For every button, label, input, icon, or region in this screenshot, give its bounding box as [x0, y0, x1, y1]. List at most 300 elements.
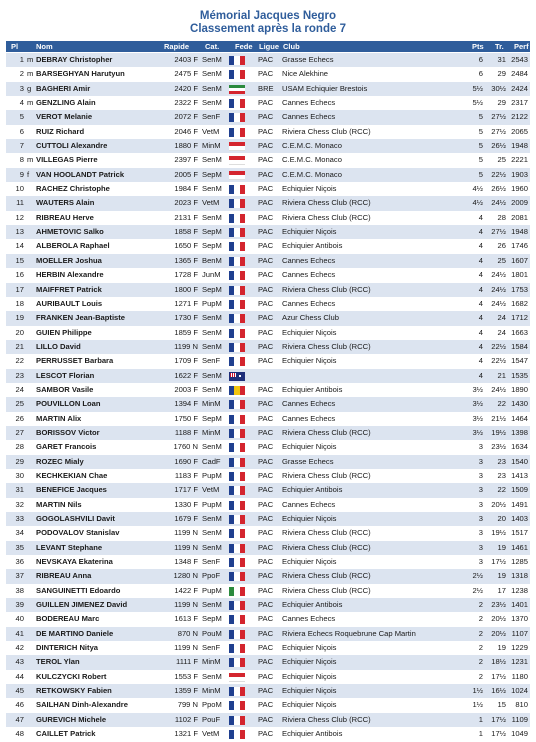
cell-player-name: KECHKEKIAN Chae: [36, 470, 108, 480]
cell-league: PAC: [258, 557, 274, 567]
cell-rating: 1760 N: [173, 442, 198, 452]
cell-category: SepM: [202, 227, 222, 237]
cell-player-name: ALBEROLA Raphael: [36, 241, 110, 251]
flag-fra-icon: [229, 343, 245, 352]
cell-club: Azur Chess Club: [282, 313, 339, 323]
cell-league: PAC: [258, 628, 274, 638]
cell-points: 4: [478, 327, 483, 337]
cell-category: PouF: [202, 714, 221, 724]
flag-fra-icon: [229, 472, 245, 481]
cell-points: 3: [478, 442, 483, 452]
cell-club: Cannes Echecs: [282, 270, 336, 280]
table-row: [6, 125, 530, 139]
cell-points: 3: [478, 499, 483, 509]
cell-player-name: ROZEC Mialy: [36, 456, 84, 466]
cell-rating: 1650 F: [174, 241, 198, 251]
cell-performance: 1231: [511, 657, 528, 667]
cell-tiebreak: 27½: [491, 126, 506, 136]
cell-category: SenF: [202, 112, 221, 122]
cell-category: SenM: [202, 384, 222, 394]
cell-tiebreak: 26: [497, 241, 506, 251]
header-pl: Pl: [11, 42, 19, 51]
cell-club: Cannes Echecs: [282, 399, 336, 409]
cell-rank: 23: [15, 370, 24, 380]
cell-performance: 1682: [511, 298, 528, 308]
cell-performance: 1712: [511, 313, 528, 323]
cell-player-name: AHMETOVIC Salko: [36, 227, 104, 237]
cell-player-name: MARTIN Nils: [36, 499, 82, 509]
header-cat: Cat.: [205, 42, 220, 51]
cell-club: Riviera Chess Club (RCC): [282, 571, 371, 581]
cell-club: USAM Echiquier Brestois: [282, 83, 368, 93]
cell-performance: 1024: [511, 686, 528, 696]
cell-tiebreak: 20: [497, 514, 506, 523]
table-row: [6, 383, 530, 397]
flag-mnc-icon: [229, 171, 245, 180]
cell-category: SepM: [202, 413, 222, 423]
cell-rating: 1750 F: [174, 413, 198, 423]
cell-rating: 1199 N: [174, 341, 198, 351]
cell-category: SenM: [202, 528, 222, 538]
cell-player-name: GARET Francois: [36, 442, 97, 452]
cell-league: PAC: [258, 341, 274, 351]
cell-player-name: SAILHAN Dinh-Alexandre: [36, 700, 128, 710]
cell-tiebreak: 24½: [491, 298, 506, 308]
cell-points: 3: [478, 485, 483, 495]
cell-tiebreak: 18½: [491, 657, 506, 667]
cell-rating: 1280 N: [173, 571, 198, 581]
cell-category: VetM: [202, 485, 220, 495]
cell-rating: 2005 F: [174, 169, 198, 179]
cell-points: 5: [478, 141, 483, 151]
cell-performance: 1464: [511, 413, 528, 423]
cell-player-title: m: [27, 98, 34, 108]
cell-club: Echiquier Niçois: [282, 227, 337, 237]
cell-club: Riviera Chess Club (RCC): [282, 212, 371, 222]
cell-tiebreak: 22½: [491, 356, 506, 366]
cell-rank: 3: [19, 83, 24, 93]
cell-club: Grasse Echecs: [282, 456, 334, 466]
cell-league: PAC: [258, 126, 274, 136]
cell-points: 3½: [472, 427, 483, 437]
cell-rank: 43: [15, 657, 24, 667]
cell-player-name: POUVILLON Loan: [36, 399, 101, 409]
flag-fra-icon: [229, 615, 245, 624]
cell-player-name: VAN HOOLANDT Patrick: [36, 169, 125, 179]
cell-category: SepM: [202, 284, 222, 294]
cell-points: 3: [478, 542, 483, 552]
flag-fra-icon: [229, 687, 245, 696]
cell-performance: 2081: [511, 212, 528, 222]
cell-rank: 30: [15, 470, 24, 480]
cell-league: PAC: [258, 499, 274, 509]
flag-fra-icon: [229, 271, 245, 280]
cell-player-name: AURIBAULT Louis: [36, 298, 103, 308]
cell-player-name: GUIEN Philippe: [36, 327, 92, 337]
cell-rank: 20: [15, 327, 24, 337]
cell-points: 6: [478, 69, 483, 79]
cell-category: SenM: [202, 327, 222, 337]
cell-player-name: GENZLING Alain: [36, 98, 96, 108]
cell-performance: 1461: [511, 542, 528, 552]
cell-player-name: MAIFFRET Patrick: [36, 284, 102, 294]
cell-player-name: NEVSKAYA Ekaterina: [36, 557, 113, 567]
cell-rank: 47: [15, 714, 24, 724]
table-row: [6, 541, 530, 555]
cell-player-name: HERBIN Alexandre: [36, 270, 104, 280]
cell-player-name: RIBREAU Herve: [36, 212, 94, 222]
cell-player-name: BODEREAU Marc: [36, 614, 100, 624]
table-row: [6, 225, 530, 239]
cell-league: PAC: [258, 198, 274, 208]
cell-player-title: m: [27, 69, 34, 79]
cell-rank: 18: [15, 298, 24, 308]
cell-league: PAC: [258, 112, 274, 122]
flag-fra-icon: [229, 329, 245, 338]
cell-tiebreak: 17½: [491, 557, 506, 567]
cell-rating: 799 N: [177, 700, 198, 710]
cell-club: Cannes Echecs: [282, 255, 336, 265]
cell-performance: 1491: [511, 499, 528, 509]
cell-tiebreak: 20½: [491, 628, 506, 638]
table-row: [6, 727, 530, 741]
cell-performance: 2424: [511, 83, 528, 93]
cell-league: PAC: [258, 241, 274, 251]
cell-category: BenM: [202, 255, 222, 265]
cell-points: 3: [478, 470, 483, 480]
header-tr: Tr.: [495, 42, 504, 51]
flag-mnc-icon: [229, 673, 245, 682]
table-row: [6, 139, 530, 153]
cell-rating: 1348 F: [174, 557, 198, 567]
cell-club: C.E.M.C. Monaco: [282, 155, 342, 165]
cell-category: MinM: [202, 427, 221, 437]
cell-performance: 1607: [511, 255, 528, 265]
cell-points: 4: [478, 356, 483, 366]
cell-league: PAC: [258, 657, 274, 667]
cell-rating: 1394 F: [174, 399, 198, 409]
cell-tiebreak: 19½: [491, 528, 506, 538]
cell-category: MinM: [202, 399, 221, 409]
cell-tiebreak: 26½: [491, 141, 506, 151]
cell-league: PAC: [258, 327, 274, 337]
cell-player-name: LEVANT Stephane: [36, 542, 103, 552]
cell-club: Riviera Chess Club (RCC): [282, 126, 371, 136]
cell-category: JunM: [202, 270, 221, 280]
cell-points: 3½: [472, 384, 483, 394]
table-row: [6, 641, 530, 655]
cell-club: Riviera Echecs Roquebrune Cap Martin: [282, 628, 416, 638]
cell-rank: 17: [15, 284, 24, 294]
cell-rank: 40: [15, 614, 24, 624]
cell-rank: 9: [19, 169, 24, 179]
table-row: [6, 469, 530, 483]
cell-performance: 1180: [511, 671, 528, 681]
flag-fra-icon: [229, 529, 245, 538]
cell-rank: 25: [15, 399, 24, 409]
cell-player-name: RETKOWSKY Fabien: [36, 686, 112, 696]
cell-points: 2½: [472, 571, 483, 581]
cell-performance: 1509: [511, 485, 528, 495]
flag-fra-icon: [229, 400, 245, 409]
cell-league: PAC: [258, 155, 274, 165]
cell-category: SenM: [202, 671, 222, 681]
cell-rating: 1199 N: [174, 600, 198, 610]
cell-league: PAC: [258, 270, 274, 280]
flag-fra-icon: [229, 716, 245, 725]
cell-tiebreak: 15: [497, 700, 506, 710]
cell-rank: 14: [15, 241, 24, 251]
table-row: [6, 713, 530, 727]
cell-club: Echiquier Antibois: [282, 600, 343, 610]
cell-rating: 1622 F: [174, 370, 198, 380]
flag-aus-icon: [229, 372, 245, 381]
cell-player-name: LILLO David: [36, 341, 81, 351]
cell-tiebreak: 21½: [491, 413, 506, 423]
cell-club: Echiquier Antibois: [282, 729, 343, 739]
cell-tiebreak: 22½: [491, 169, 506, 179]
cell-rank: 48: [15, 729, 24, 739]
cell-tiebreak: 24½: [491, 284, 506, 294]
cell-rank: 42: [15, 643, 24, 653]
cell-points: 4: [478, 270, 483, 280]
cell-player-name: MOELLER Joshua: [36, 255, 102, 265]
flag-iri-icon: [229, 85, 245, 94]
table-row: [6, 168, 530, 182]
cell-club: Echiquier Antibois: [282, 241, 343, 251]
table-row: [6, 569, 530, 583]
cell-category: SenM: [202, 184, 222, 194]
cell-rank: 6: [19, 126, 24, 136]
cell-league: PAC: [258, 98, 274, 108]
cell-tiebreak: 19½: [491, 427, 506, 437]
cell-league: PAC: [258, 427, 274, 437]
cell-tiebreak: 17½: [491, 729, 506, 739]
cell-performance: 1238: [511, 585, 528, 595]
cell-league: PAC: [258, 169, 274, 179]
cell-rank: 41: [15, 628, 24, 638]
cell-performance: 1540: [511, 456, 528, 466]
cell-category: SenM: [202, 313, 222, 323]
flag-fra-icon: [229, 300, 245, 309]
cell-league: BRE: [258, 83, 274, 93]
cell-tiebreak: 22½: [491, 341, 506, 351]
cell-club: C.E.M.C. Monaco: [282, 141, 342, 151]
header-nom: Nom: [36, 42, 53, 51]
cell-tiebreak: 21: [497, 370, 506, 380]
header-fede: Fede: [235, 42, 253, 51]
cell-league: PAC: [258, 643, 274, 653]
cell-rank: 29: [15, 456, 24, 466]
cell-category: PpoM: [202, 700, 222, 710]
cell-tiebreak: 22: [497, 485, 506, 495]
cell-rank: 35: [15, 542, 24, 552]
cell-league: PAC: [258, 470, 274, 480]
cell-player-name: KULCZYCKI Robert: [36, 671, 107, 681]
cell-category: SenM: [202, 442, 222, 452]
cell-performance: 2317: [511, 98, 528, 108]
cell-rank: 22: [15, 356, 24, 366]
cell-points: 3: [478, 514, 483, 523]
cell-rank: 37: [15, 571, 24, 581]
table-row: [6, 354, 530, 368]
cell-player-title: m: [27, 55, 34, 64]
cell-league: PAC: [258, 399, 274, 409]
cell-performance: 1403: [511, 514, 528, 523]
flag-fra-icon: [229, 572, 245, 581]
cell-rating: 1709 F: [174, 356, 198, 366]
cell-league: PAC: [258, 585, 274, 595]
cell-player-name: VILLEGAS Pierre: [36, 155, 98, 165]
cell-tiebreak: 25: [497, 255, 506, 265]
table-row: [6, 268, 530, 282]
cell-performance: 1229: [511, 643, 528, 653]
flag-ita-icon: [229, 587, 245, 596]
cell-rank: 13: [15, 227, 24, 237]
table-row: [6, 311, 530, 325]
cell-performance: 1517: [511, 528, 528, 538]
cell-rank: 44: [15, 671, 24, 681]
cell-category: VetM: [202, 126, 220, 136]
cell-league: PAC: [258, 313, 274, 323]
table-row: [6, 110, 530, 124]
cell-performance: 1584: [511, 341, 528, 351]
cell-league: PAC: [258, 729, 274, 739]
cell-tiebreak: 24: [497, 327, 506, 337]
cell-league: PAC: [258, 413, 274, 423]
cell-league: PAC: [258, 141, 274, 151]
cell-rank: 28: [15, 442, 24, 452]
flag-mnc-icon: [229, 142, 245, 151]
header-perf: Perf: [514, 42, 529, 51]
cell-rating: 1800 F: [174, 284, 198, 294]
cell-rank: 39: [15, 600, 24, 610]
cell-club: Echiquier Niçois: [282, 356, 337, 366]
cell-league: PAC: [258, 671, 274, 681]
flag-fra-icon: [229, 286, 245, 295]
cell-category: SenM: [202, 542, 222, 552]
flag-fra-icon: [229, 415, 245, 424]
cell-league: PAC: [258, 212, 274, 222]
cell-performance: 2221: [511, 155, 528, 165]
flag-fra-icon: [229, 486, 245, 495]
cell-player-name: PERRUSSET Barbara: [36, 356, 114, 366]
cell-category: SenM: [202, 55, 222, 64]
cell-player-name: BARSEGHYAN Harutyun: [36, 69, 125, 79]
cell-rank: 16: [15, 270, 24, 280]
cell-club: Echiquier Niçois: [282, 671, 337, 681]
cell-club: Cannes Echecs: [282, 298, 336, 308]
table-row: [6, 254, 530, 268]
cell-category: MinM: [202, 141, 221, 151]
cell-points: 1½: [472, 700, 483, 710]
cell-league: PAC: [258, 528, 274, 538]
cell-performance: 1049: [511, 729, 528, 739]
cell-club: Echiquier Niçois: [282, 514, 337, 523]
cell-club: Echiquier Niçois: [282, 700, 337, 710]
page-subtitle: Classement après la ronde 7: [190, 23, 346, 35]
cell-rating: 2003 F: [174, 384, 198, 394]
cell-category: PupM: [202, 585, 222, 595]
cell-tiebreak: 17½: [491, 714, 506, 724]
cell-player-name: BORISSOV Victor: [36, 427, 100, 437]
cell-player-name: SAMBOR Vasile: [36, 384, 94, 394]
flag-fra-icon: [229, 458, 245, 467]
cell-player-name: RIBREAU Anna: [36, 571, 92, 581]
table-row: [6, 297, 530, 311]
cell-player-name: DEBRAY Christopher: [36, 55, 113, 64]
flag-fra-icon: [229, 257, 245, 266]
cell-points: 4: [478, 255, 483, 265]
cell-performance: 2543: [511, 55, 528, 64]
cell-rank: 11: [16, 198, 24, 208]
cell-performance: 1401: [511, 600, 528, 610]
cell-club: Riviera Chess Club (RCC): [282, 542, 371, 552]
cell-rank: 10: [15, 184, 24, 194]
cell-league: PAC: [258, 69, 274, 79]
cell-player-name: GUILLEN JIMENEZ David: [36, 600, 128, 610]
cell-points: 5: [478, 155, 483, 165]
table-row: [6, 283, 530, 297]
flag-fra-icon: [229, 443, 245, 452]
cell-performance: 1285: [511, 557, 528, 567]
cell-performance: 1318: [511, 571, 528, 581]
cell-points: 1: [478, 729, 483, 739]
cell-tiebreak: 20½: [491, 499, 506, 509]
table-row: [6, 340, 530, 354]
cell-rank: 36: [15, 557, 24, 567]
cell-rank: 1: [19, 55, 24, 64]
cell-points: 5½: [472, 83, 483, 93]
cell-rank: 33: [15, 514, 24, 523]
cell-points: 2: [478, 643, 483, 653]
flag-fra-icon: [229, 128, 245, 137]
table-row: [6, 684, 530, 698]
table-row: [6, 455, 530, 469]
cell-performance: 1753: [511, 284, 528, 294]
table-row: [6, 598, 530, 612]
cell-category: PupM: [202, 298, 222, 308]
cell-club: Cannes Echecs: [282, 499, 336, 509]
cell-performance: 1634: [511, 442, 528, 452]
table-row: [6, 612, 530, 626]
table-row: [6, 526, 530, 540]
cell-category: SenM: [202, 370, 222, 380]
cell-points: 2: [478, 657, 483, 667]
cell-tiebreak: 20½: [491, 614, 506, 624]
cell-club: Echiquier Antibois: [282, 384, 343, 394]
flag-fra-icon: [229, 701, 245, 710]
flag-fra-icon: [229, 644, 245, 653]
cell-league: PAC: [258, 714, 274, 724]
cell-performance: 1430: [511, 399, 528, 409]
cell-club: C.E.M.C. Monaco: [282, 169, 342, 179]
cell-rank: 32: [15, 499, 24, 509]
cell-rating: 1365 F: [174, 255, 198, 265]
flag-fra-icon: [229, 558, 245, 567]
cell-rank: 2: [19, 69, 24, 79]
cell-club: Nice Alekhine: [282, 69, 329, 79]
cell-points: 4: [478, 241, 483, 251]
cell-rating: 1199 N: [174, 528, 198, 538]
cell-league: PAC: [258, 356, 274, 366]
cell-points: 3½: [472, 413, 483, 423]
cell-performance: 1960: [511, 184, 528, 194]
cell-points: 4: [478, 284, 483, 294]
flag-fra-icon: [229, 228, 245, 237]
cell-rank: 7: [19, 141, 24, 151]
cell-club: Riviera Chess Club (RCC): [282, 585, 371, 595]
